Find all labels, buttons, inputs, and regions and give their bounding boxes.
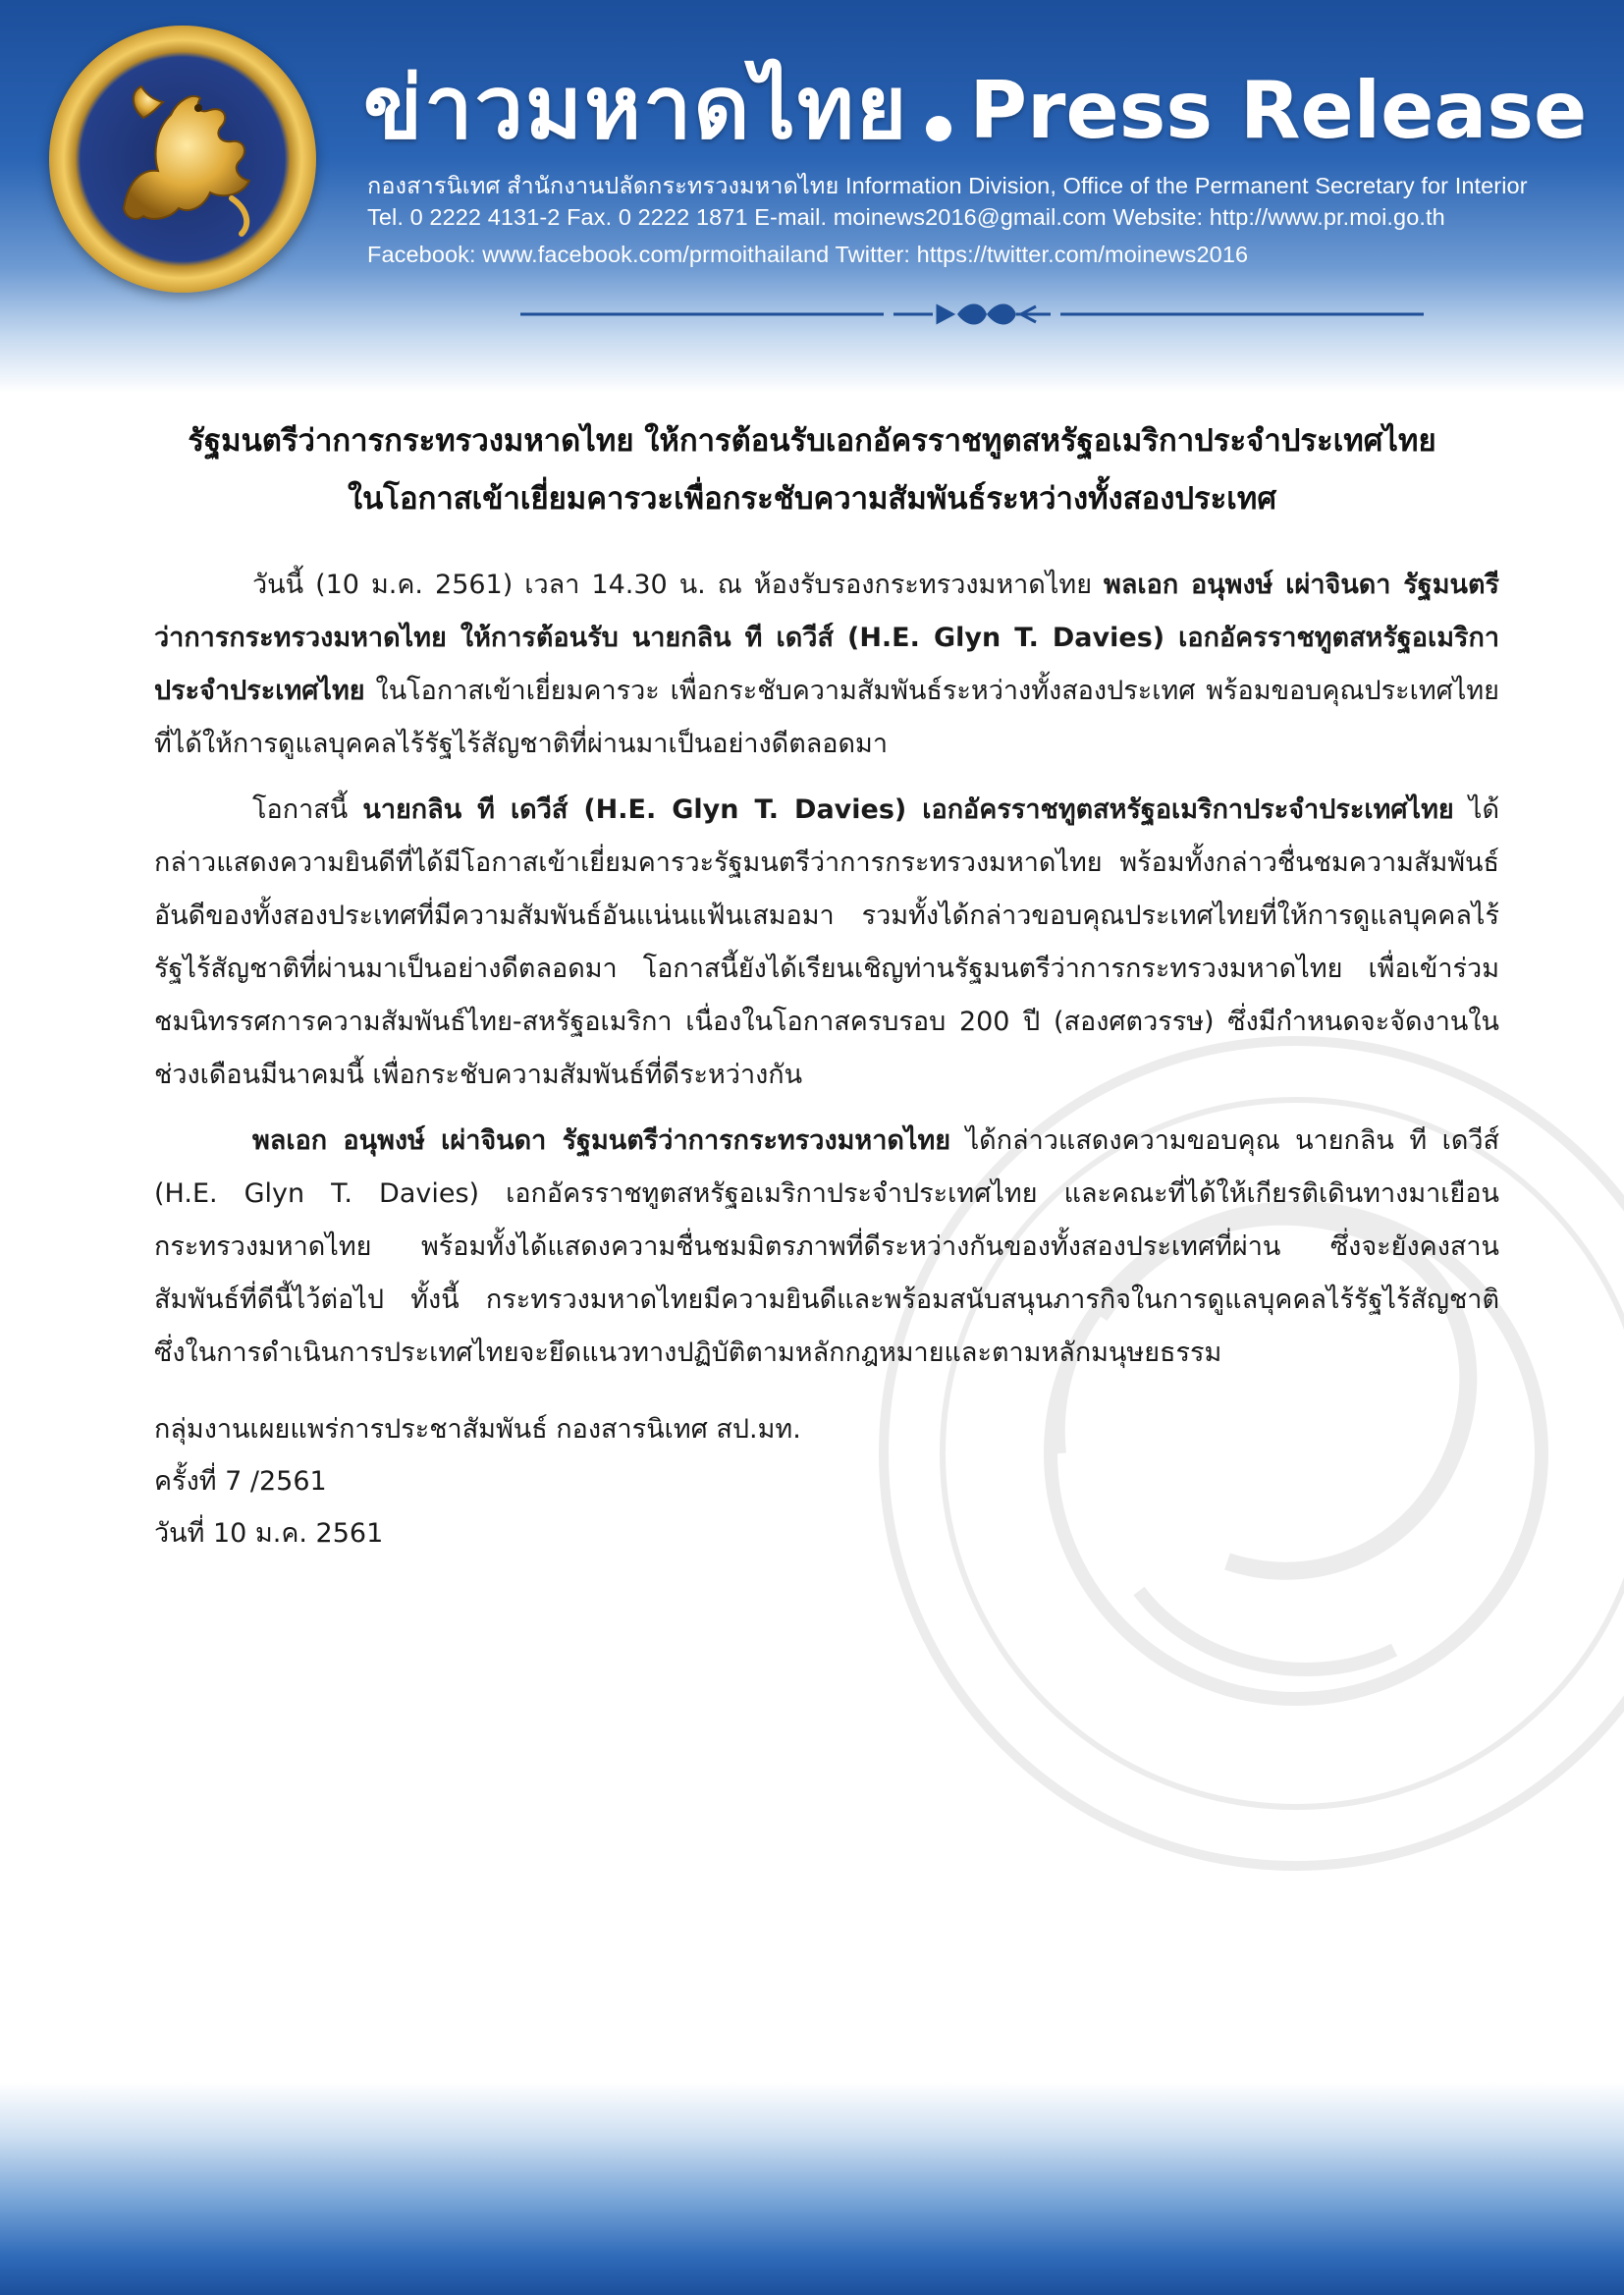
paragraph-1-bold: พลเอก อนุพงษ์ เผ่าจินดา รัฐมนตรีว่าการกระทรวงมหาดไทย ให้การต้อนรับ นายกลิน ที เดวีส์ (H.E. Glyn T. Davies) เอกอัครราชทูตสหรัฐอเมริกาประจำประเทศไทย <box>154 570 1499 706</box>
header-contact-line: Tel. 0 2222 4131-2 Fax. 0 2222 1871 E-mail. moinews2016@gmail.com Website: http://www.pr.moi.go.th <box>367 204 1445 230</box>
paragraph-3-bold: พลเอก อนุพงษ์ เผ่าจินดา รัฐมนตรีว่าการกระทรวงมหาดไทย <box>252 1125 951 1156</box>
footer-gradient-band <box>0 2082 1624 2295</box>
paragraph-3-text: ได้กล่าวแสดงความขอบคุณ นายกลิน ที เดวีส์ (H.E. Glyn T. Davies) เอกอัครราชทูตสหรัฐอเมริกาประจำประเทศไทย และคณะที่ได้ให้เกียรติเดินทางมาเยือนกระทรวงมหาดไทย พร้อมทั้งได้แสดงความชื่นชมมิตรภาพที่ดีระหว่างกันของทั้งสองประเทศที่ผ่าน ซึ่งจะยังคงสานสัมพันธ์ที่ดีนี้ไว้ต่อไป ทั้งนี้ กระทรวงมหาดไทยมีความยินดีและพร้อมสนับสนุนภารกิจในการดูแลบุคคลไร้รัฐไร้สัญชาติ ซึ่งในการดำเนินการประเทศไทยจะยึดแนวทางปฏิบัติตามหลักกฎหมายและตามหลักมนุษยธรรม <box>154 1125 1499 1368</box>
headline-line-1: รัฐมนตรีว่าการกระทรวงมหาดไทย ให้การต้อนรับเอกอัครราชทูตสหรัฐอเมริกาประจำประเทศไทย <box>188 423 1436 459</box>
paragraph-3 <box>154 1115 1499 1380</box>
signature-issue-number: ครั้งที่ 7 /2561 <box>154 1466 327 1497</box>
brand-title-english: Press Release <box>969 65 1588 156</box>
press-release-header <box>0 0 1624 393</box>
signature-date: วันที่ 10 ม.ค. 2561 <box>154 1518 384 1549</box>
paragraph-1-text-a: วันนี้ (10 ม.ค. 2561) เวลา 14.30 น. ณ ห้องรับรองกระทรวงมหาดไทย <box>252 570 1105 600</box>
paragraph-2-bold: นายกลิน ที เดวีส์ (H.E. Glyn T. Davies) เอกอัครราชทูตสหรัฐอเมริกาประจำประเทศไทย <box>362 794 1454 825</box>
ministry-seal-icon <box>49 26 316 293</box>
paragraph-2 <box>154 784 1499 1102</box>
brand-title-thai: ข่าวมหาดไทย <box>363 57 909 158</box>
paragraph-2-text-b: ได้กล่าวแสดงความยินดีที่ได้มีโอกาสเข้าเยี่ยมคารวะรัฐมนตรีว่าการกระทรวงมหาดไทย พร้อมทั้งกล่าวชื่นชมความสัมพันธ์อันดีของทั้งสองประเทศที่มีความสัมพันธ์อันแน่นแฟ้นเสมอมา รวมทั้งได้กล่าวขอบคุณประเทศไทยที่ให้การดูแลบุคคลไร้รัฐไร้สัญชาติที่ผ่านมาเป็นอย่างดีตลอดมา โอกาสนี้ยังได้เรียนเชิญท่านรัฐมนตรีว่าการกระทรวงมหาดไทย เพื่อเข้าร่วมชมนิทรรศการความสัมพันธ์ไทย-สหรัฐอเมริกา เนื่องในโอกาสครบรอบ 200 ปี (สองศตวรรษ) ซึ่งมีกำหนดจะจัดงานในช่วงเดือนมีนาคมนี้ เพื่อกระชับความสัมพันธ์ที่ดีระหว่างกัน <box>154 794 1500 1090</box>
headline-line-2: ในโอกาสเข้าเยี่ยมคารวะเพื่อกระชับความสัมพันธ์ระหว่างทั้งสองประเทศ <box>347 481 1277 517</box>
ornament-divider-icon <box>520 295 1424 334</box>
paragraph-1-text-b: ในโอกาสเข้าเยี่ยมคารวะ เพื่อกระชับความสัมพันธ์ระหว่างทั้งสองประเทศ พร้อมขอบคุณประเทศไทยที่ได้ให้การดูแลบุคคลไร้รัฐไร้สัญชาติที่ผ่านมาเป็นอย่างดีตลอดมา <box>154 676 1499 759</box>
header-social-line: Facebook: www.facebook.com/prmoithailand Twitter: https://twitter.com/moinews2016 <box>367 242 1249 267</box>
paragraph-2-text-a: โอกาสนี้ <box>252 794 363 825</box>
paragraph-1 <box>154 559 1499 771</box>
brand-separator-dot <box>926 116 951 141</box>
header-organization-line: กองสารนิเทศ สำนักงานปลัดกระทรวงมหาดไทย Information Division, Office of the Permanent Secretary for Interior <box>367 173 1528 198</box>
signature-unit: กลุ่มงานเผยแพร่การประชาสัมพันธ์ กองสารนิเทศ สป.มท. <box>154 1414 801 1445</box>
brand-title <box>363 49 1591 167</box>
lion-emblem-icon <box>84 61 281 257</box>
